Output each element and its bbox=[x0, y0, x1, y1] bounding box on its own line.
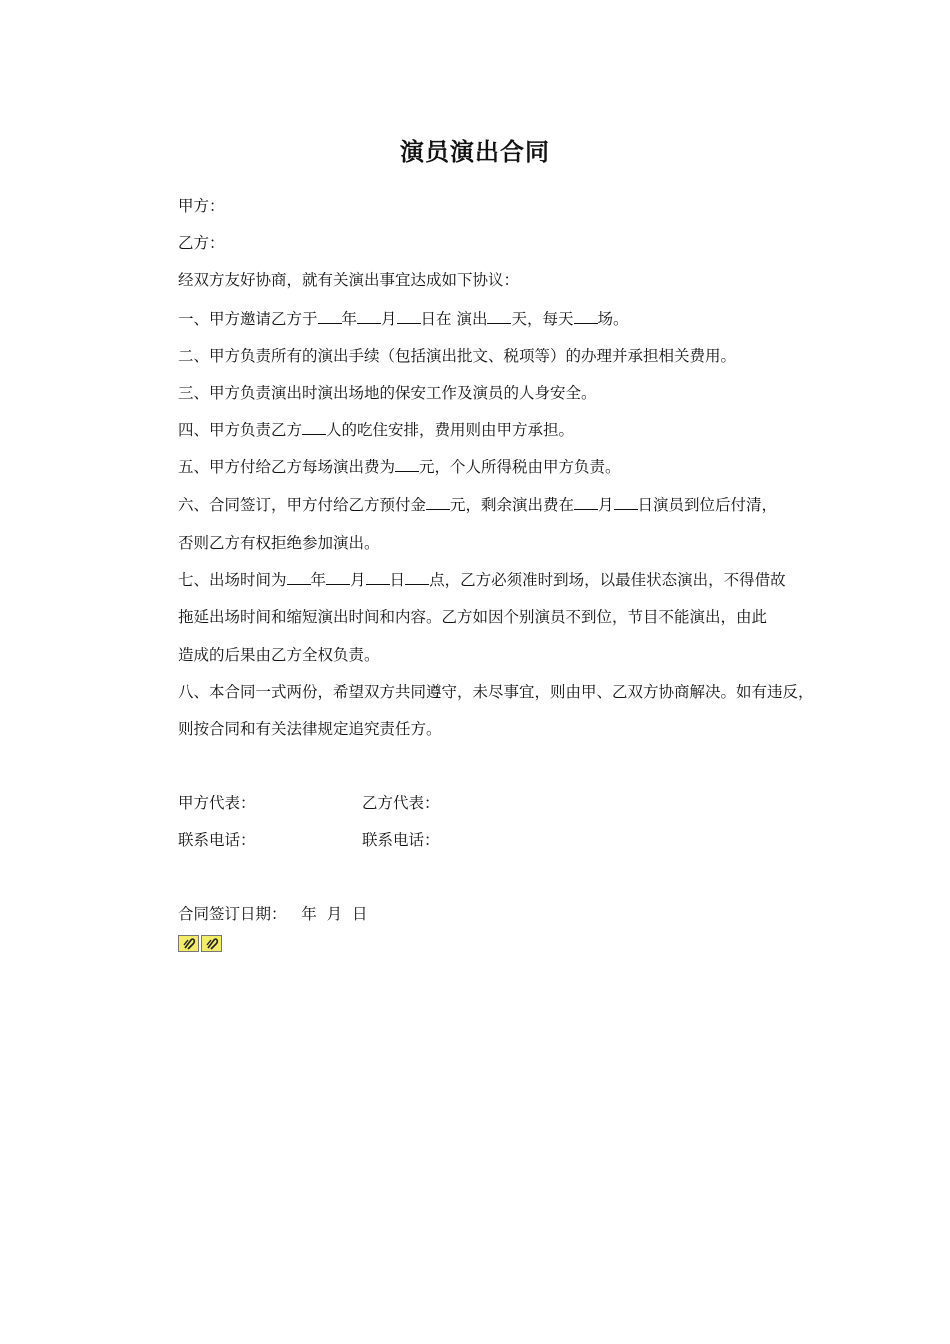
blank-field bbox=[487, 309, 511, 324]
blank-field bbox=[574, 495, 598, 510]
party-a-representative: 甲方代表： bbox=[178, 794, 256, 812]
party-b-label: 乙方： bbox=[178, 234, 225, 252]
clause-1: 一、甲方邀请乙方于 年 月 日在 演出 天，每天 场。 bbox=[178, 310, 629, 328]
party-b-phone: 联系电话： bbox=[362, 831, 440, 849]
paperclip-icon bbox=[178, 935, 199, 952]
clause-6-line-1: 六、合同签订，甲方付给乙方预付金 元，剩余演出费在 月 日演员到位后付清， bbox=[178, 496, 778, 514]
blank-field bbox=[302, 420, 326, 435]
clause-7-line-3: 造成的后果由乙方全权负责。 bbox=[178, 646, 380, 664]
clause-6-line-2: 否则乙方有权拒绝参加演出。 bbox=[178, 534, 380, 552]
clause-3: 三、甲方负责演出时演出场地的保安工作及演员的人身安全。 bbox=[178, 384, 597, 402]
party-a-label: 甲方： bbox=[178, 197, 225, 215]
blank-field bbox=[405, 570, 429, 585]
party-a-phone: 联系电话： bbox=[178, 831, 256, 849]
blank-field bbox=[357, 309, 381, 324]
blank-field bbox=[318, 309, 342, 324]
blank-field bbox=[614, 495, 638, 510]
document-title: 演员演出合同 bbox=[400, 138, 550, 166]
clause-4: 四、甲方负责乙方 人的吃住安排，费用则由甲方承担。 bbox=[178, 421, 575, 439]
attachment-emblem bbox=[178, 935, 222, 952]
party-b-representative: 乙方代表： bbox=[362, 794, 440, 812]
clause-8-line-2: 则按合同和有关法律规定追究责任方。 bbox=[178, 720, 442, 738]
clause-2: 二、甲方负责所有的演出手续（包括演出批文、税项等）的办理并承担相关费用。 bbox=[178, 347, 737, 365]
signing-date: 合同签订日期： 年 月 日 bbox=[178, 905, 368, 923]
blank-field bbox=[397, 309, 421, 324]
blank-field bbox=[366, 570, 390, 585]
blank-field bbox=[326, 570, 350, 585]
intro-text: 经双方友好协商，就有关演出事宜达成如下协议： bbox=[178, 271, 520, 289]
paperclip-icon bbox=[201, 935, 222, 952]
clause-8-line-1: 八、本合同一式两份，希望双方共同遵守，未尽事宜，则由甲、乙双方协商解决。如有违反， bbox=[178, 683, 814, 701]
blank-field bbox=[426, 495, 450, 510]
clause-5: 五、甲方付给乙方每场演出费为 元，个人所得税由甲方负责。 bbox=[178, 458, 621, 476]
clause-7-line-1: 七、出场时间为 年 月 日 点，乙方必须准时到场，以最佳状态演出，不得借故 bbox=[178, 571, 786, 589]
blank-field bbox=[287, 570, 311, 585]
blank-field bbox=[574, 309, 598, 324]
blank-field bbox=[395, 457, 419, 472]
clause-7-line-2: 拖延出场时间和缩短演出时间和内容。乙方如因个别演员不到位，节目不能演出，由此 bbox=[178, 608, 768, 626]
